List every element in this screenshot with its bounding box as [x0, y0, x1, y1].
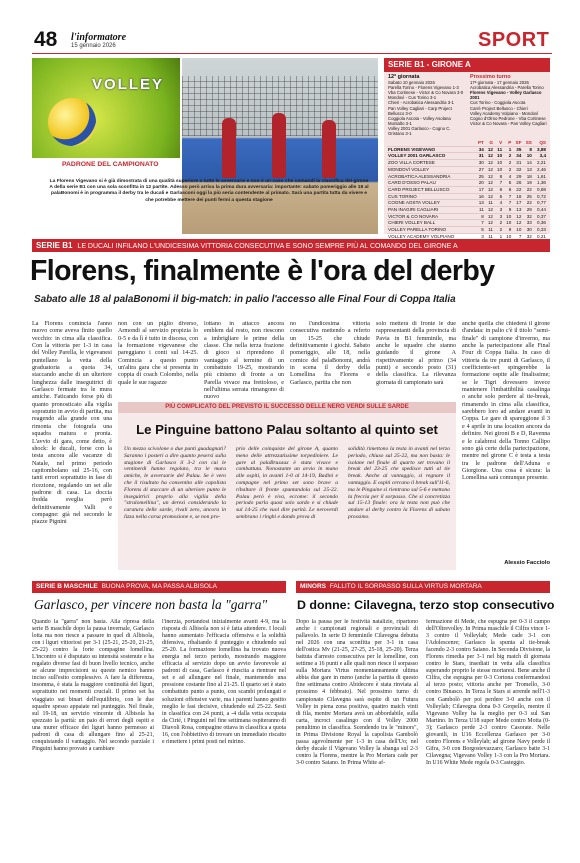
br-col-2: fermazione di Mede, che espugna per 0-3 il campo dell'Oltrevolley. In Prima maschile il Cilfra vince 1-3 contro il Volleylab; Mede cade 3-1 con l'Adolescenre; Garlasco la spunta al tie-break facendo 2-3 contro Saiano. In Seconda Divisione, la Florens rimedia per 3-1 nel big match di giornata contro le Stars, insediati in vetta alla classifica superando proprio le stesse mortaresi. Bene anche il Cilfra, che espugna per 0-3 Cortona confermandosi al terzo posto; vittoria anche per Tromello, 3-0 contro Binasco. In Terza le Stars si arrende nell'1-3 con Gambolò per poi perdere 3-0 anche con il Volleylab; Cilavegna dona 0-3 Gropello, mentre il Vigevano Volley ha la meglio per 0-3 sul San Martino. In Terza U18 super Mede contro Motta (0-3); Garlasco perde 2-3 contro Casorate. Nelle giovanili, in U16 Eccellenza Garlasco per 3-0 contro Florens e Volleylab; ad girone Navy perde il Gifra, 3-0 con Borgostevazzaro; Garlasco batte 3-1 Cilavegna; Vigevano Volley 1-3 con la Pro Mortara. In U16 White Mede regola 0-3 Casteggio.	[426, 619, 550, 766]
photo-caption: La Florens Vigevano si è già dimostrata di una qualità superiore a tutte le avversarie e non è un caso che comandi la classifica del girone A della serie B1 con una sola sconfitta in 12 partite. Adesso però arriva la prima dura avversaria: importante: sabato pomeriggio alle 18 al palaBonomi è in programma il derby tra le ducali e Garlasconi oggi la più seria contendente al primato. Sarà una partita tutta da vivere e che potrebbe mettere dei punti fermi a questa stagione	[49, 179, 369, 203]
standings-col-header: P	[503, 140, 512, 146]
table-cell: 22	[522, 200, 532, 207]
table-cell: 12	[485, 166, 494, 173]
table-cell: 32	[512, 166, 522, 173]
table-cell: 8	[522, 146, 532, 153]
table-cell: 12	[485, 213, 494, 220]
table-cell: 12	[512, 213, 522, 220]
table-cell: VOLLEY PARELLA TORINO	[387, 227, 475, 234]
table-cell: 9	[503, 207, 512, 214]
table-cell: 18	[522, 173, 532, 180]
table-cell: 3	[475, 233, 485, 240]
table-cell: 11	[485, 227, 494, 234]
table-cell: 3	[494, 213, 503, 220]
table-cell: 10	[494, 160, 503, 167]
table-cell: 2	[503, 153, 512, 160]
table-cell: 12	[485, 186, 494, 193]
table-row	[387, 220, 547, 227]
masthead: l'informatore	[71, 32, 127, 43]
table-row	[387, 213, 547, 220]
standings-col-header: G	[485, 140, 494, 146]
table-cell: 17	[475, 186, 485, 193]
table-cell: 5	[475, 227, 485, 234]
table-cell: 27	[475, 166, 485, 173]
table-cell: 13	[512, 207, 522, 214]
table-row	[387, 153, 547, 160]
table-cell: 32	[522, 213, 532, 220]
last-round	[388, 75, 466, 136]
bl-kicker	[32, 581, 286, 593]
table-cell: 29	[522, 207, 532, 214]
table-cell: 2	[503, 166, 512, 173]
bl-kicker-label: SERIE B MASCHILE	[36, 583, 98, 590]
player-figure	[272, 113, 286, 178]
bl-headline: Garlasco, per vincere non basta la "garra"	[34, 597, 268, 612]
main-col-3: lottano in attacco ancora emblem dal resto, non riescono a imbrigliare le prime della classe. Che nella terza frazione di gioco si riprendono il vantaggio al termine di un combattuto 19-25, mostrando più cinismo di fronte a un Parella vivace ma frettoloso, e nell'ultima serrata rimangono di nuovo	[204, 321, 284, 401]
table-cell: 32	[522, 233, 532, 240]
table-cell: CUS TORINO	[387, 193, 475, 200]
table-cell: 14	[522, 160, 532, 167]
fixture-item: Cus Torino - Coggiola Ascota	[470, 100, 526, 106]
standings-table	[387, 140, 547, 241]
table-cell: 35	[512, 146, 522, 153]
team-photo	[182, 58, 378, 234]
table-cell: 16	[475, 193, 485, 200]
table-cell: 10	[503, 233, 512, 240]
table-cell: 22	[522, 186, 532, 193]
box-kicker: PIÙ COMPLICATO DEL PREVISTO IL SUCCESSO DELLE NERO VERDI SULLE SARDE	[118, 402, 456, 413]
table-row	[387, 193, 547, 200]
table-cell: ZOO VILLA CORTESE	[387, 160, 475, 167]
table-cell: 3,88	[533, 146, 547, 153]
table-cell: 10	[522, 153, 532, 160]
table-cell: 0,37	[533, 213, 547, 220]
table-cell: 12	[485, 173, 494, 180]
table-cell: 12	[485, 160, 494, 167]
br-headline: D donne: Cilavegna, terzo stop consecutivo	[297, 598, 555, 612]
standings-col-header: V	[494, 140, 503, 146]
table-cell: 0,33	[533, 227, 547, 234]
table-cell: 33	[522, 220, 532, 227]
table-cell: 3,4	[533, 153, 547, 160]
table-cell: 6	[494, 186, 503, 193]
result-item: Coggiola Ascota - Volley Asolana Montalto 3-1	[388, 115, 451, 126]
table-cell: 31	[512, 160, 522, 167]
table-cell: 12	[485, 146, 494, 153]
photo-panel	[32, 58, 378, 234]
table-cell: VOLLEY ACADEMY VOLPIANO	[387, 233, 475, 240]
table-row	[387, 200, 547, 207]
box-col-1: Un mezzo scivolone o due punti guadagnati? Saranno i posteri a dire quanto pesersi sulla stagione di Garlasco il 3-2 con cui le ventinerdi hanno regolato, tra le mura amiche, le avversarie del Palau. Se è vero che il risultato ha consentito alle capolista Florens di staccare di un ulteriore punto le inseguitrici proprio alla vigilia della "stralomellina", un derexi considerando la caratura delle sarde, rivali zero, ancora in lizza nella corsa promozione e, se non pro-	[124, 446, 226, 520]
main-kicker-text: LE DUCALI INFILANO L'UNDICESIMA VITTORIA CONSECUTIVA E SONO SEMPRE PIÙ AL COMANDO DEL GIRONE A	[77, 243, 458, 250]
table-cell: 12	[512, 220, 522, 227]
table-cell: 7	[475, 220, 485, 227]
box-headline: Le Pinguine battono Palau soltanto al quinto set	[136, 422, 438, 437]
table-row	[387, 173, 547, 180]
main-col-5: solo metterà di fronte le due rappresentanti della provincia di Pavia in B1 femminile, ma anche le squadre che stanno guidando il girone A rispettivamente al primo (34 punti) e secondo posto (31) della classifica. La rilevanza giornata di campionato sarà	[376, 321, 456, 386]
main-col-4: no l'undicesima vittoria consecutiva mettendo a referto un 15-25 che chiude definitivamente i giochi. Sabato pomeriggio, alle 18, nella cornice del palaBonomi, andrà in scena il derby della Lomellina fra Florens e Garlasco, partita che non	[290, 321, 370, 386]
page-header	[0, 0, 580, 51]
standings-col-header: QS	[533, 140, 547, 146]
table-cell: 17	[512, 200, 522, 207]
br-kicker-label: MINORS	[300, 583, 326, 590]
table-cell: 9	[503, 227, 512, 234]
table-cell: 25	[475, 173, 485, 180]
standings-col-header: SS	[522, 140, 532, 146]
fixture-item: Acrobatica Alessandria - Parella Torino	[470, 85, 544, 91]
table-cell: 11	[485, 200, 494, 207]
table-cell: 2	[494, 227, 503, 234]
table-cell: 7	[503, 193, 512, 200]
table-cell: 30	[475, 160, 485, 167]
table-cell: 0,44	[533, 207, 547, 214]
volley-badge: VOLLEY	[92, 76, 165, 93]
table-cell: 34	[512, 153, 522, 160]
main-col-2: non con un piglio diverso, Armondi al servizio propizia lo 0-5 e da lì è tutto in discesa, con la formazione vigevanese che pareggiano i conti sul 14-25. Comincia a questo punto un'altra gara che si presenta in coppia di coach Colombo, nella quale le sue ragazze	[118, 321, 198, 386]
table-cell: 0,88	[533, 186, 547, 193]
standings-col-header: PT	[475, 140, 485, 146]
player-figure	[322, 120, 336, 178]
result-item: Vba Cortinese - Victor & Co Novara 3-0	[388, 90, 464, 96]
last-round-results	[388, 85, 466, 136]
table-cell: 1	[494, 233, 503, 240]
table-cell: 2,21	[533, 160, 547, 167]
table-cell: 5	[494, 193, 503, 200]
table-cell: 29	[512, 173, 522, 180]
table-cell: PAN INAGIRI CAGLIARI	[387, 207, 475, 214]
caption-title: PADRONE DEL CAMPIONATO	[62, 161, 159, 168]
section-title: SPORT	[478, 29, 550, 51]
table-cell: 12	[485, 153, 494, 160]
next-round-title: Prossimo turno	[470, 74, 511, 80]
table-cell: 0,72	[533, 193, 547, 200]
box-col-2: prio delle coinquiste del girone A, quanto meno delle attrezzatissime torpediniere. Le gare al palaBrusaux è stata vivace e combattuta. Nonostante un avvio in mano alle ospiti, in avanti 1-0 al 14-19, Badini e compagne nel primo set sono brave a ribaltare il fronte spuntandola sul 25-22. Palau però è viva, eccome: il secondo periodo parla quasi solo sardo e si chiude sul 14-25 che vuol dire parità. Le neroverdi sembrano i ringhi e dando prova di	[236, 446, 338, 520]
bl-col-1: Quando la "garra" non basta. Alla ripresa della serie B maschile dopo la pausa invernale, Garlasco lotta ma non riesce a passare in quel di Albisola, con i liguri vittoriosi per 3-1 (25-21, 25-20, 21-25, 25-22) contro la forte compagine lomellina. L'incontro si è disputato su intensità sostenute e ha regalato diverse fasi di buon livello tecnico, anche se alcune imprecisioni su queste nemico hanno inciso sull'esito complessivo. A fare la differenza, insomma, è stata la maggiore continuità dei liguri, soprattutto nei momenti cruciali. Il primo set ha viaggiato sui binari dell'equilibrio, con le due squadre spesso appaiate nel punteggio. Nel finale, sul 19-18, un servizio vincente di Albisola ha spezzato la parità: un paio di errori degli ospiti e una murer efficace dei liguri hanno permesso ai padroni di casa di allungare fino al 25-21, conquistando il vantaggio. Nel secondo parziale i Pinguini hanno provato a cambiare	[32, 619, 154, 752]
table-row	[387, 227, 547, 234]
main-headline: Florens, finalmente è l'ora del derby	[30, 255, 495, 287]
table-cell: 10	[494, 166, 503, 173]
table-row	[387, 166, 547, 173]
table-cell: 7	[494, 180, 503, 187]
table-row	[387, 207, 547, 214]
table-cell: CHIERI VOLLEY BALL	[387, 220, 475, 227]
table-row	[387, 146, 547, 153]
table-cell: 31	[475, 153, 485, 160]
table-cell: 20	[475, 180, 485, 187]
standings-col-header: SF	[512, 140, 522, 146]
table-cell: 1,36	[533, 180, 547, 187]
table-cell: 7	[512, 233, 522, 240]
last-round-date: Sabato 10 gennaio 2026	[388, 80, 435, 86]
table-cell: VOLLEY 2001 GARLASCO	[387, 153, 475, 160]
table-cell: VICTOR & CO NOVARA	[387, 213, 475, 220]
table-cell: 4	[503, 173, 512, 180]
table-cell: 13	[522, 166, 532, 173]
main-col-1: La Florens comincia l'anno nuovo come aveva finito quello vecchio: in cima alla classifica. Con la vittoria per 1-3 in casa del Volley Parella, le vigevanesi puntellano la vetta della graduatoria a quota 34, staccando anche di un ulteriore lunghezza dalle inseguitrici di Garlasco fermate tra le mura amiche. Faticando forse più di quanto pronosticato alla vigilia sopratutto in avvio di partita, ma reagendo alla grande con una rimonta che fotografa una squadra matura e pronta. L'avvio di gara, come detto, è shock: le ducali, forse con la testa ancora alle vacanze di Natale, nel primo periodo capitombolano sul 25-16, con tanti errori soprattutto in fase di ricezione, regalando un set alle padrone di casa. La doccia fredda sveglia però definitivamente Valli e compagne: già nel secondo le piazze Pignini	[32, 321, 112, 526]
volley-logo-panel	[32, 58, 180, 158]
standings-panel	[384, 58, 550, 239]
br-col-1: Dopo la pausa per le festività natalizie, ripartono anche i campionati regionali e provinciali di pallavolo. In serie D femminile Cilavegna debutta nel 2026 con una sconfitta per 3-1 in casa dell'ostica Mv (21-25, 27-25, 25-18, 25-20). Terza battuta d'arresto consecutiva per le lomelline, con settime a 16 punti e alle quali non riesce il sorpasso sulla Mortara Virtus momentaneamente ultima abbia due gare in meno (anche la partita di questo fine settimana contro Abidecore è stata rinviata al prossimo 4 febbraio). Nel prossimo turno di campionato Cilavegna sarà ospite di un Futura Volley in piena zona positiva, quattro match vinti di fila, mentre Mortara avrà un abbordabile, sulla carta, incroci casalingo con il Volley 2000 penultimo in classifica. Scendendo tra le "minors", in Prima Divisione Royal la capolista Gambolò passa agevolmente per 1-3 in casa dell'Uo; nel derby ducale il Vigevano Volley la sbanga sul 2-3 contro la Florens, mentre la Pro Mortara cade per 3-0 contro Saiano. In Prima White af-	[296, 619, 418, 766]
table-cell: 10	[494, 153, 503, 160]
table-cell: 6	[503, 186, 512, 193]
fixture-item: Volley Academy Volpiano - Mondovì	[470, 110, 539, 116]
player-figure	[222, 118, 236, 178]
table-cell: 12	[485, 193, 494, 200]
author: Alessio Facciolo	[504, 560, 550, 566]
ball-icon	[48, 98, 96, 146]
table-cell: 30	[522, 227, 532, 234]
result-item: Parella Torino - Florens Vigevano 1-3	[388, 85, 459, 91]
table-cell: 10	[503, 213, 512, 220]
table-cell: 12	[485, 220, 494, 227]
table-cell: 19	[522, 180, 532, 187]
next-round-date: 17ª giornata - 17 gennaio 2026	[470, 80, 529, 86]
result-item: Mondovì - Cus Torino 3-1	[388, 95, 437, 101]
table-cell: 3	[494, 207, 503, 214]
table-cell: 11	[475, 207, 485, 214]
table-cell: 2,46	[533, 166, 547, 173]
table-row	[387, 186, 547, 193]
bl-col-2: l'inerzia, portandosi inizialmente avanti 4-9, ma la risposta di Albisola non si è fatta attendere. I locali hanno aumentato l'efficacia offensiva e la solidità difensiva, ribaltando il punteggio e chiudendo sul 25-20. La formazione lomellina ha trovato nuova energia nel terzo periodo, mostrando maggiore efficacia al servizio dopo un avvio favorevole ai padroni di casa, Garlasco è riuscita a rientrare nel set e ad allungare nel finale, mantenendo una pressione costante fino al 21-25. Il quarto set è stato combattuto punto a punto, con scambi prolungati e soluzioni offensive varie, ma i parenti hanno gestito meglio le fasi decisive, chiudendo sul 25-22. Sesti in classifica con 24 punti, a -4 dalla vetta occupata da Cirié, i Pinguini nel fine settimana ospiteranno di Diavoli Rosa, compagine ottava in classifica a quota 16, con l'obbiettivo di trovare un immediato riscatto e rimettere i primi posti nel mirino.	[162, 619, 286, 745]
table-cell: 5	[503, 180, 512, 187]
table-row	[387, 160, 547, 167]
fixture-item: Carrè Project Bellusco - Chieri	[470, 105, 528, 111]
table-cell: 1	[503, 146, 512, 153]
table-cell: 2	[494, 220, 503, 227]
result-item: Volley 2001 Garlasco - Cogno C. Oristano 3-1	[388, 125, 451, 137]
table-cell: 10	[503, 220, 512, 227]
table-cell: 34	[475, 146, 485, 153]
main-kicker	[32, 239, 550, 252]
table-cell: 12	[485, 180, 494, 187]
main-col-6: anche quella che chiederà il girone d'andata: in palio c'è il titolo "semi-finale" di campione d'inverno, ma anche la partecipazione alle Final Four di Coppa Italia. In caso di vittoria da tre punti di Garlasco, il coefficiente-set spingerebbe la formazione ospite alle finalissime; se le Tigri dovessero invece mantenere l'imbattibilità casalinga o anche solo perdere al tie-break, rimanendo in cima alla classifica, sarebbero loro ad andare avanti in Coppa. Le gare di spareggione il 3 e 4 aprile in una location ancora da definire. Nei gironi B e D, Ravenna e le calabresi della Tonno Callipo sono già certe della partecipazione, mentre nel girone C è testa a testa tra le padrone dell'Aduna e Giorgione. Una cosa è sicura: la Lomellina sarà comunque presente.	[462, 321, 550, 482]
header-rule	[32, 53, 552, 54]
table-cell: 26	[512, 180, 522, 187]
main-subhead: Sabato alle 18 al palaBonomi il big-match: in palio l'accesso alle Final Four di Coppa Italia	[34, 294, 456, 305]
table-cell: CARD PROJECT BELLUSCO	[387, 186, 475, 193]
box-col-3: solidità rimettono la testa in avanti nel terzo periodo, chiuso sul 25-22, ma non basta: le isolane nel finale di quarto set trovano il break del 23-25 che spedisce tutti al tie break. Anche al vantaggio, si regnare il vantaggio. E ospiti cercano il break sull'11-6, ma le Pinguine si rientrano sul 5-6 e mettono la freccia per il sorpasso. Che si concretizza sul 15-13 finale: ora la testa non può che andare al derby contro la Florens di sabato prossimo.	[348, 446, 450, 520]
table-cell: 0,77	[533, 200, 547, 207]
table-cell: 11	[494, 146, 503, 153]
table-cell: CARD D'OSSO PALAU	[387, 180, 475, 187]
table-cell: 2	[503, 160, 512, 167]
table-cell: 1,61	[533, 173, 547, 180]
result-item: Pan Volley Cagliari - Carp Project Bellusco 3-0	[388, 105, 452, 116]
next-round-fixtures	[470, 85, 548, 126]
table-cell: COGNE AOSTA VOLLEY	[387, 200, 475, 207]
table-cell: 11	[485, 233, 494, 240]
fixture-item: Cogno d'Olmo Pedrone - Vba Cortinese	[470, 115, 546, 121]
table-cell: FLORENS VIGEVANO	[387, 146, 475, 153]
table-cell: 0,21	[533, 233, 547, 240]
main-kicker-label: SERIE B1	[36, 241, 73, 250]
caption-title-box	[32, 158, 180, 170]
standings-table-wrap	[387, 140, 547, 241]
table-cell: 8	[494, 173, 503, 180]
table-cell: 22	[512, 186, 522, 193]
table-cell: 13	[475, 200, 485, 207]
table-cell: 12	[485, 207, 494, 214]
table-row	[387, 180, 547, 187]
box-article	[118, 402, 456, 570]
bl-kicker-text: BUONA PROVA, MA PASSA ALBISOLA	[101, 583, 217, 590]
table-cell: 8	[475, 213, 485, 220]
table-cell: MONDOVÌ VOLLEY	[387, 166, 475, 173]
last-round-title: 12ª giornata	[388, 74, 420, 80]
table-cell: ACROBATICA ALESSANDRIA	[387, 173, 475, 180]
page-number: 48	[34, 28, 58, 51]
br-kicker	[296, 581, 550, 593]
standings-header: SERIE B1 - GIRONE A	[384, 58, 550, 72]
fixture-item: Victor & Co Novara - Pan Volley Cagliari	[470, 120, 547, 126]
table-cell: 18	[512, 193, 522, 200]
table-cell: 4	[494, 200, 503, 207]
table-cell: 7	[503, 200, 512, 207]
table-cell: 10	[512, 227, 522, 234]
result-item: Chieri - Acrobatica Alessandria 3-1	[388, 100, 454, 106]
table-cell: 25	[522, 193, 532, 200]
fixture-item: Florens Vigevano - Volley Garlasco 2001	[470, 90, 542, 101]
table-cell: 0,36	[533, 220, 547, 227]
issue-date: 15 gennaio 2026	[71, 43, 116, 49]
br-kicker-text: FALLITO IL SORPASSO SULLA VIRTUS MORTARA	[329, 583, 482, 590]
next-round	[470, 75, 548, 126]
